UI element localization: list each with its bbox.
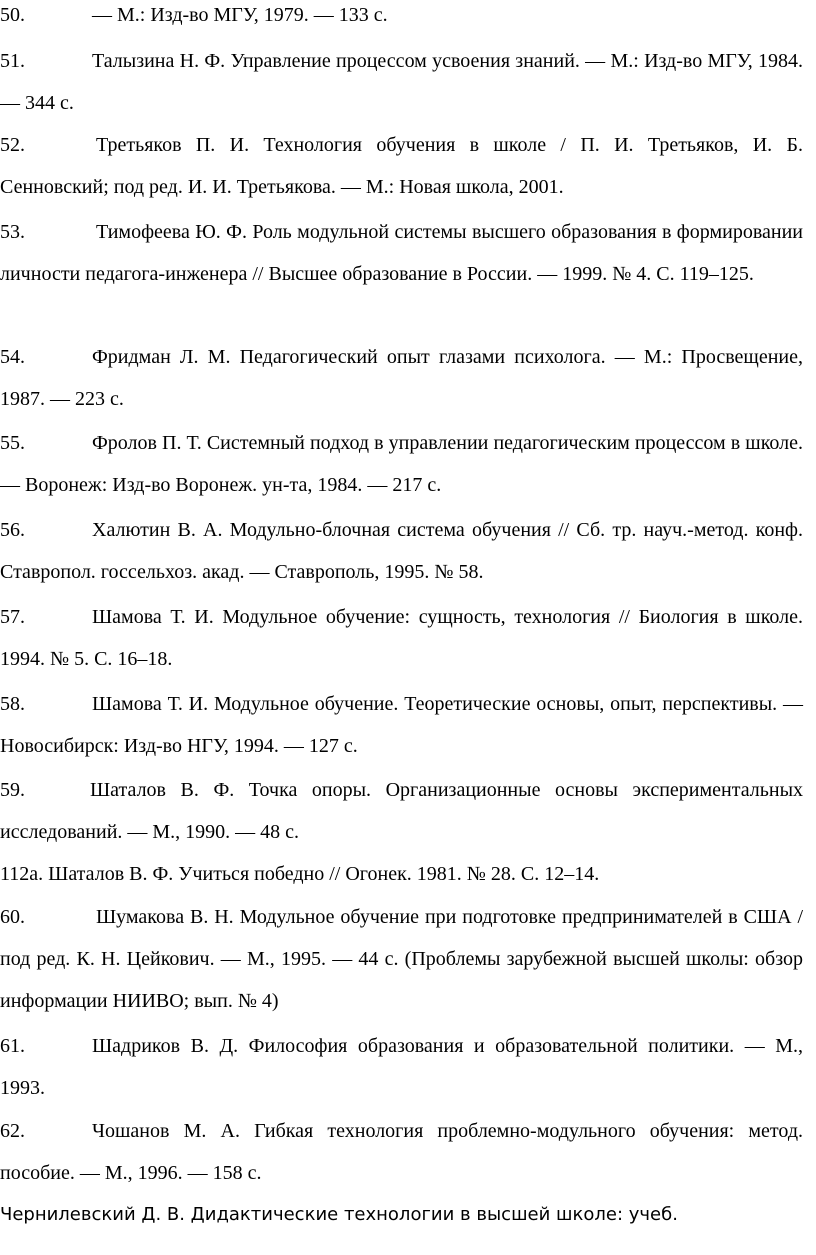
reference-number: 57.	[0, 606, 25, 628]
reference-text: Талызина Н. Ф. Управление процессом усвоения знаний. — М.: Изд-во МГУ, 1984. — 344 с.	[0, 50, 803, 114]
reference-text: Шаталов В. Ф. Точка опоры. Организационные основы экспериментальных исследований. — М., 1990. — 48 с.	[0, 779, 803, 843]
reference-text: Третьяков П. И. Технология обучения в школе / П. И. Третьяков, И. Б. Сенновский; под ред. И. И. Третьякова. — М.: Новая школа, 2001.	[0, 134, 803, 198]
reference-number: 58.	[0, 693, 25, 715]
reference-entry-53	[0, 211, 803, 295]
reference-entry-112a	[0, 853, 803, 895]
reference-entry-50	[0, 0, 803, 36]
reference-text: Фридман Л. М. Педагогический опыт глазами психолога. — М.: Просвещение, 1987. — 223 с.	[0, 346, 803, 410]
reference-number: 62.	[0, 1120, 25, 1142]
reference-number: 53.	[0, 221, 25, 243]
reference-entry-54	[0, 336, 803, 420]
reference-text: Шамова Т. И. Модульное обучение. Теоретические основы, опыт, перспективы. — Новосибирск: Изд-во НГУ, 1994. — 127 с.	[0, 693, 803, 757]
reference-entry-51	[0, 40, 803, 124]
reference-number: 56.	[0, 519, 25, 541]
reference-text: Шаталов В. Ф. Учиться победно // Огонек. 1981. № 28. С. 12–14.	[48, 863, 600, 885]
reference-entry-62	[0, 1110, 803, 1194]
reference-text: Шамова Т. И. Модульное обучение: сущность, технология // Биология в школе. 1994. № 5. С. 16–18.	[0, 606, 803, 670]
footer-reference: Чернилевский Д. В. Дидактические технологии в высшей школе: учеб.	[0, 1204, 678, 1225]
reference-text: Чошанов М. А. Гибкая технология проблемно-модульного обучения: метод. пособие. — М., 1996. — 158 с.	[0, 1120, 803, 1184]
reference-number: 54.	[0, 346, 25, 368]
reference-number: 50.	[0, 4, 25, 26]
reference-number: 112а.	[0, 863, 44, 885]
reference-entry-52	[0, 124, 803, 208]
reference-text: Тимофеева Ю. Ф. Роль модульной системы высшего образования в формировании личности педагога-инженера // Высшее образование в России. — 1999. № 4. С. 119–125.	[0, 221, 803, 285]
reference-entry-60	[0, 896, 803, 1022]
reference-entry-55	[0, 422, 803, 506]
reference-entry-57	[0, 596, 803, 680]
reference-number: 55.	[0, 432, 25, 454]
reference-number: 61.	[0, 1035, 25, 1057]
reference-text: Шадриков В. Д. Философия образования и образовательной политики. — М., 1993.	[0, 1035, 803, 1099]
reference-entry-59	[0, 769, 803, 853]
reference-entry-56	[0, 509, 803, 593]
reference-number: 59.	[0, 779, 25, 801]
reference-text: Фролов П. Т. Системный подход в управлении педагогическим процессом в школе. — Воронеж: Изд-во Воронеж. ун-та, 1984. — 217 с.	[0, 432, 803, 496]
reference-number: 52.	[0, 134, 25, 156]
reference-number: 60.	[0, 906, 25, 928]
reference-text: Халютин В. А. Модульно-блочная система обучения // Сб. тр. науч.-метод. конф. Ставропол. госсельхоз. акад. — Ставрополь, 1995. № 58.	[0, 519, 803, 583]
reference-entry-61	[0, 1025, 803, 1109]
reference-text: Шумакова В. Н. Модульное обучение при подготовке предпринимателей в США / под ред. К. Н. Цейкович. — М., 1995. — 44 с. (Проблемы зарубежной высшей школы: обзор информации НИИВО; вып. № 4)	[0, 906, 803, 1012]
reference-text: — М.: Изд-во МГУ, 1979. — 133 с.	[92, 4, 388, 26]
reference-entry-58	[0, 683, 803, 767]
reference-number: 51.	[0, 50, 25, 72]
